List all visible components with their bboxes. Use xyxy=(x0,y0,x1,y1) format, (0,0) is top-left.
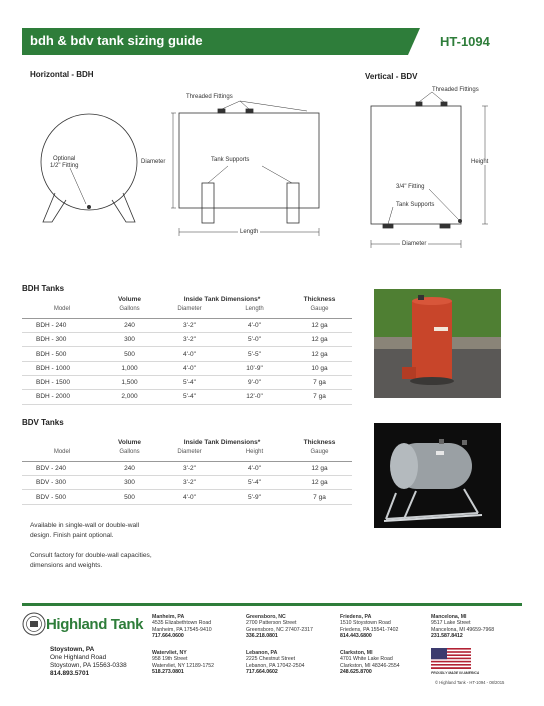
location-mancelona xyxy=(431,614,494,640)
table-row xyxy=(22,390,352,404)
location-citystatezip: Manheim, PA 17545-9410 xyxy=(152,626,212,633)
table-row xyxy=(22,347,352,361)
bdv-fitting-label: 3/4" Fitting xyxy=(396,184,425,190)
made-in-america: PROUDLY MADE IN AMERICA xyxy=(431,671,480,675)
bdh-gauge: 7 ga xyxy=(287,375,352,389)
bdv-diameter-sub: Diameter xyxy=(157,447,222,461)
location-city: Watervliet, NY xyxy=(152,650,187,656)
bdh-gallons: 300 xyxy=(102,333,157,347)
bdv-threaded-label: Threaded Fittings xyxy=(432,87,479,93)
location-street: 1510 Stoystown Road xyxy=(340,620,391,627)
location-phone: 717.664.0602 xyxy=(246,669,278,676)
bdh-threaded-label: Threaded Fittings xyxy=(186,94,233,100)
bdv-height-sub: Height xyxy=(222,447,287,461)
bdh-table xyxy=(22,296,352,405)
bdh-gallons: 1,000 xyxy=(102,361,157,375)
note-line: Consult factory for double-wall capacities, xyxy=(30,552,152,559)
location-street: 2700 Patterson Street xyxy=(246,620,297,627)
location-city: Mancelona, MI xyxy=(431,614,467,620)
bdh-gray-tank-photo xyxy=(374,423,501,528)
bdv-gallons-sub: Gallons xyxy=(102,447,157,461)
bdh-support-left xyxy=(202,183,214,223)
location-city: Clarkston, MI xyxy=(340,650,373,656)
bdh-supports-label: Tank Supports xyxy=(211,157,250,163)
location-city: Lebanon, PA xyxy=(246,650,278,656)
bdh-diameter: 3'-2" xyxy=(157,318,222,332)
bdh-model: BDH - 1500 xyxy=(22,375,102,389)
location-phone: 518.273.0801 xyxy=(152,669,184,676)
bdh-dims-header: Inside Tank Dimensions* xyxy=(183,296,261,303)
location-street: 958 19th Street xyxy=(152,656,188,663)
bdv-diameter-label: Diameter xyxy=(402,241,427,247)
bdh-diameter: 4'-0" xyxy=(157,347,222,361)
bdv-gauge: 12 ga xyxy=(287,476,352,490)
table-row xyxy=(22,490,352,504)
bdh-length: 4'-0" xyxy=(222,318,287,332)
location-phone: 717.664.0600 xyxy=(152,633,184,640)
bdh-model-sub: Model xyxy=(22,304,102,318)
bdh-support-right xyxy=(287,183,299,223)
bdh-length-label: Length xyxy=(240,229,259,235)
location-street: 9517 Lake Street xyxy=(431,620,471,627)
bdv-gauge: 7 ga xyxy=(287,490,352,504)
bdh-gallons: 2,000 xyxy=(102,390,157,404)
location-citystatezip: Friedens, PA 15541-7402 xyxy=(340,626,399,633)
footer-rule xyxy=(22,603,522,606)
bdh-length: 12'-0" xyxy=(222,390,287,404)
location-watervliet xyxy=(152,650,214,676)
table-row xyxy=(22,318,352,332)
bdh-gauge: 12 ga xyxy=(287,333,352,347)
location-street: 4535 Elizabethtown Road xyxy=(152,620,212,627)
table-row xyxy=(22,476,352,490)
location-clarkston xyxy=(340,650,400,676)
location-city: Friedens, PA xyxy=(340,614,372,620)
location-friedens xyxy=(340,614,398,640)
bdv-volume-header: Volume xyxy=(118,439,141,446)
bdv-model: BDV - 300 xyxy=(22,476,102,490)
bdh-fitting-2 xyxy=(246,109,253,113)
tank-diagrams xyxy=(0,0,544,260)
bdv-supports-label: Tank Supports xyxy=(396,202,435,208)
bdh-end-circle xyxy=(41,114,137,210)
bdh-model: BDH - 2000 xyxy=(22,390,102,404)
bdh-volume-header: Volume xyxy=(118,296,141,303)
bdh-gallons: 240 xyxy=(102,318,157,332)
us-flag-icon xyxy=(431,648,471,669)
location-phone: 336.218.0801 xyxy=(246,633,278,640)
bdv-gallons: 300 xyxy=(102,476,157,490)
bdv-thickness-header: Thickness xyxy=(303,439,336,446)
bdh-model: BDH - 240 xyxy=(22,318,102,332)
location-street: One Highland Road xyxy=(50,654,107,661)
bdh-thickness-header: Thickness xyxy=(303,296,336,303)
bdv-model: BDV - 500 xyxy=(22,490,102,504)
bdh-length: 9'-0" xyxy=(222,375,287,389)
bdh-gauge-sub: Gauge xyxy=(287,304,352,318)
table-row xyxy=(22,461,352,475)
bdv-height: 5'-4" xyxy=(222,476,287,490)
page-title: bdh & bdv tank sizing guide xyxy=(30,33,203,48)
bdv-diameter: 3'-2" xyxy=(157,461,222,475)
location-city: Stoystown, PA xyxy=(50,646,95,653)
bdh-model: BDH - 500 xyxy=(22,347,102,361)
bdh-fitting-1 xyxy=(218,109,225,113)
location-citystatezip: Greensboro, NC 27407-2317 xyxy=(246,626,313,633)
brand-logo: Highland Tank xyxy=(46,616,144,633)
location-stoystown xyxy=(50,646,127,678)
bdh-length: 10'-9" xyxy=(222,361,287,375)
bdh-gallons: 1,500 xyxy=(102,375,157,389)
bdh-end-leg-left xyxy=(43,193,66,222)
note-line: Available in single-wall or double-wall xyxy=(30,522,140,529)
bdh-gallons: 500 xyxy=(102,347,157,361)
location-citystatezip: Mancelona, MI 49659-7968 xyxy=(431,626,495,633)
location-citystatezip: Watervliet, NY 12189-1752 xyxy=(152,662,214,669)
location-phone: 248.625.8700 xyxy=(340,669,372,676)
bdh-gauge: 12 ga xyxy=(287,347,352,361)
bdv-height-label: Height xyxy=(471,159,489,165)
bdv-gauge-sub: Gauge xyxy=(287,447,352,461)
location-street: 4701 White Lake Road xyxy=(340,656,393,663)
location-citystatezip: Stoystown, PA 15563-0338 xyxy=(50,662,127,669)
notes xyxy=(30,521,152,571)
bdv-fitting-2 xyxy=(441,102,447,106)
bdv-gallons: 240 xyxy=(102,461,157,475)
location-citystatezip: Clarkston, MI 48346-2554 xyxy=(340,662,400,669)
table-row xyxy=(22,375,352,389)
bdh-table-title: BDH Tanks xyxy=(22,284,65,293)
bdh-gauge: 10 ga xyxy=(287,361,352,375)
vertical-title: Vertical - BDV xyxy=(365,72,418,81)
bdh-optional-label-1: Optional xyxy=(53,156,76,162)
bdv-diameter: 3'-2" xyxy=(157,476,222,490)
bdv-diameter: 4'-0" xyxy=(157,490,222,504)
bdv-support-left xyxy=(383,224,393,228)
location-phone: 814.893.5701 xyxy=(50,670,90,677)
location-phone: 231.587.8412 xyxy=(431,633,463,640)
bdv-model-sub: Model xyxy=(22,447,102,461)
location-greensboro xyxy=(246,614,313,640)
location-lebanon xyxy=(246,650,304,676)
bdv-fitting-1 xyxy=(416,102,422,106)
bdh-diameter-sub: Diameter xyxy=(157,304,222,318)
bdv-height: 4'-0" xyxy=(222,461,287,475)
location-manheim xyxy=(152,614,212,640)
note-line: design. Finish paint optional. xyxy=(30,532,114,539)
bdv-table-title: BDV Tanks xyxy=(22,418,64,427)
bdh-length: 5'-0" xyxy=(222,333,287,347)
bdv-orange-tank-photo xyxy=(374,289,501,398)
bdh-end-leg-right xyxy=(112,193,135,222)
bdh-gauge: 12 ga xyxy=(287,318,352,332)
location-street: 2225 Chestnut Street xyxy=(246,656,296,663)
bdh-model: BDH - 300 xyxy=(22,333,102,347)
bdv-gallons: 500 xyxy=(102,490,157,504)
note-line: dimensions and weights. xyxy=(30,562,103,569)
location-city: Manheim, PA xyxy=(152,614,185,620)
bdv-support-right xyxy=(440,224,450,228)
bdv-gauge: 12 ga xyxy=(287,461,352,475)
bdh-gauge: 7 ga xyxy=(287,390,352,404)
bdh-model: BDH - 1000 xyxy=(22,361,102,375)
location-phone: 814.443.6800 xyxy=(340,633,372,640)
bdv-table xyxy=(22,439,352,505)
bdh-optional-leader xyxy=(70,168,86,204)
highland-tank-seal-icon xyxy=(22,612,46,636)
bdh-length-sub: Length xyxy=(222,304,287,318)
bdv-model: BDV - 240 xyxy=(22,461,102,475)
bdh-diameter: 5'-4" xyxy=(157,390,222,404)
table-row xyxy=(22,361,352,375)
location-city: Greensboro, NC xyxy=(246,614,286,620)
bdh-gallons-sub: Gallons xyxy=(102,304,157,318)
bdh-length: 5'-5" xyxy=(222,347,287,361)
bdh-diameter-label: Diameter xyxy=(141,159,166,165)
table-row xyxy=(22,333,352,347)
bdh-optional-fitting xyxy=(87,205,90,208)
bdv-height: 5'-9" xyxy=(222,490,287,504)
bdv-dims-header: Inside Tank Dimensions* xyxy=(183,439,261,446)
copyright: © Highland Tank - HT-1094 - 08/2015 xyxy=(435,680,505,685)
bdh-optional-label-2: 1/2" Fitting xyxy=(50,163,79,169)
doc-code: HT-1094 xyxy=(440,34,490,49)
bdh-diameter: 5'-4" xyxy=(157,375,222,389)
location-citystatezip: Lebanon, PA 17042-2504 xyxy=(246,662,305,669)
bdh-diameter: 3'-2" xyxy=(157,333,222,347)
horizontal-title: Horizontal - BDH xyxy=(30,70,94,79)
bdh-diameter: 4'-0" xyxy=(157,361,222,375)
